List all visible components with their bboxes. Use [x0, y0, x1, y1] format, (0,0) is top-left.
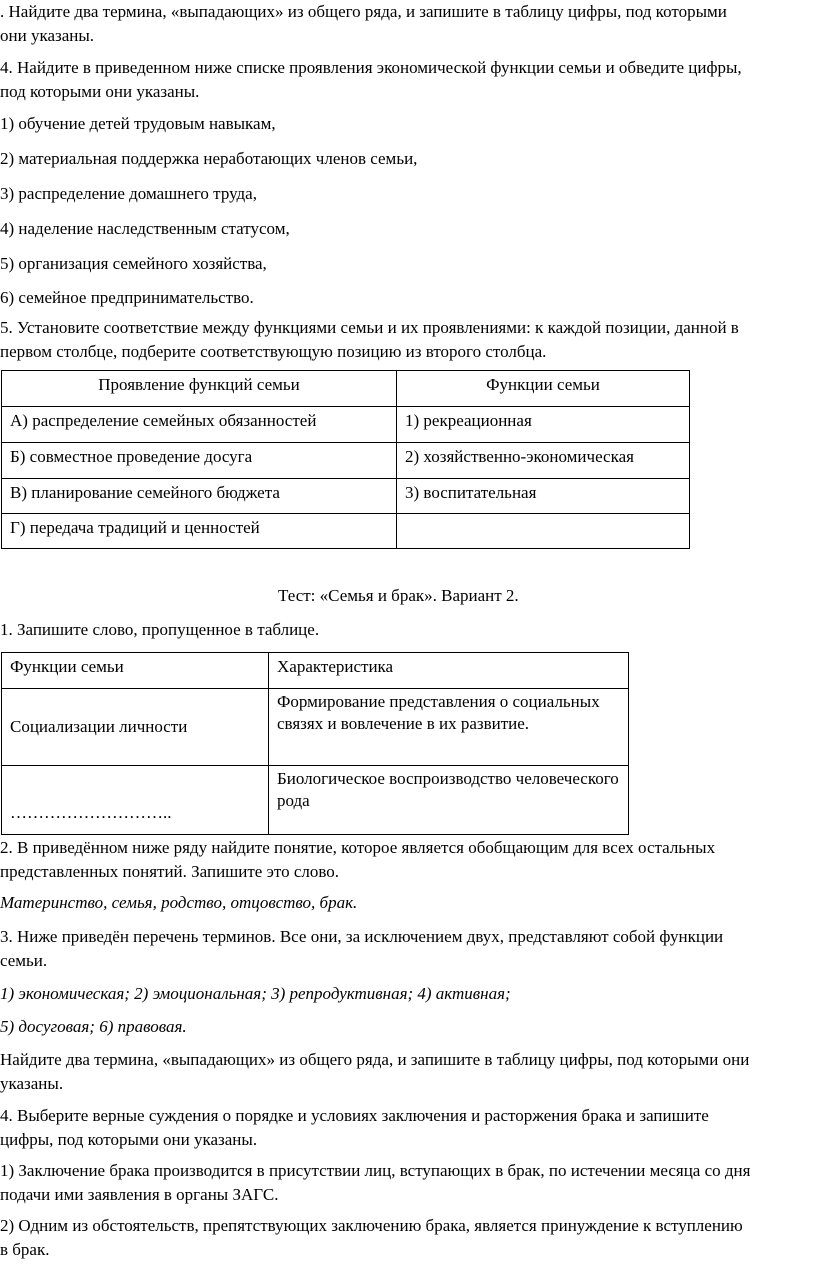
- line: 4. Найдите в приведенном ниже списке проявления экономической функции семьи и обведите цифры,: [0, 58, 742, 77]
- variant2-question-3: [0, 925, 723, 973]
- line: первом столбце, подберите соответствующую позицию из второго столбца.: [0, 342, 547, 361]
- line: 4. Выберите верные суждения о порядке и условиях заключения и расторжения брака и запишите: [0, 1106, 709, 1125]
- line: . Найдите два термина, «выпадающих» из общего ряда, и запишите в таблицу цифры, под которыми: [0, 2, 727, 21]
- terms-list: Материнство, семья, родство, отцовство, брак.: [0, 893, 358, 912]
- test-title: Тест: «Семья и брак». Вариант 2.: [278, 586, 519, 605]
- table-cell: 2) хозяйственно-экономическая: [397, 443, 690, 479]
- variant2-question-1: 1. Запишите слово, пропущенное в таблице.: [0, 620, 320, 639]
- line: цифры, под которыми они указаны.: [0, 1130, 258, 1149]
- variant2-question-4: [0, 1104, 709, 1152]
- functions-table: [1, 652, 629, 835]
- terms-list: 1) экономическая; 2) эмоциональная; 3) репродуктивная; 4) активная;: [0, 984, 511, 1003]
- line: в брак.: [0, 1240, 50, 1259]
- list-item: 2) материальная поддержка неработающих членов семьи,: [0, 149, 418, 168]
- line: 2) Одним из обстоятельств, препятствующих заключению брака, является принуждение к вступлению: [0, 1216, 743, 1235]
- answer-blank: ………………………..: [2, 766, 269, 835]
- line: под которыми они указаны.: [0, 82, 200, 101]
- line: 3. Ниже приведён перечень терминов. Все они, за исключением двух, представляют собой функции: [0, 927, 724, 946]
- table-cell: Биологическое воспроизводство человеческого рода: [269, 766, 629, 835]
- list-item: [0, 1214, 743, 1262]
- table-cell: А) распределение семейных обязанностей: [2, 407, 397, 443]
- table-cell: Б) совместное проведение досуга: [2, 443, 397, 479]
- variant2-question-2: [0, 836, 715, 884]
- table-header: Функции семьи: [397, 371, 690, 407]
- list-item: 4) наделение наследственным статусом,: [0, 219, 290, 238]
- intro-paragraph: [0, 0, 727, 48]
- list-item: [0, 1159, 750, 1207]
- table-cell: Г) передача традиций и ценностей: [2, 514, 397, 549]
- list-item: 3) распределение домашнего труда,: [0, 184, 257, 203]
- matching-table: [1, 370, 690, 549]
- line: 1) Заключение брака производится в присутствии лиц, вступающих в брак, по истечении месяца со дня: [0, 1161, 751, 1180]
- line: семьи.: [0, 951, 48, 970]
- question-5: [0, 316, 739, 364]
- question-task: [0, 1048, 749, 1096]
- line: 2. В приведённом ниже ряду найдите понятие, которое является обобщающим для всех остальных: [0, 838, 716, 857]
- table-cell: 3) воспитательная: [397, 479, 690, 514]
- list-item: 5) организация семейного хозяйства,: [0, 254, 267, 273]
- list-item: 6) семейное предпринимательство.: [0, 288, 254, 307]
- line: они указаны.: [0, 26, 95, 45]
- table-cell: [397, 514, 690, 549]
- terms-list: 5) досуговая; 6) правовая.: [0, 1017, 187, 1036]
- table-header: Функции семьи: [2, 653, 269, 689]
- table-cell: В) планирование семейного бюджета: [2, 479, 397, 514]
- line: подачи ими заявления в органы ЗАГС.: [0, 1185, 279, 1204]
- list-item: 1) обучение детей трудовым навыкам,: [0, 114, 276, 133]
- table-cell: Социализации личности: [2, 689, 269, 766]
- table-header: Характеристика: [269, 653, 629, 689]
- line: 5. Установите соответствие между функциями семьи и их проявлениями: к каждой позиции, данной в: [0, 318, 739, 337]
- table-header: Проявление функций семьи: [2, 371, 397, 407]
- table-cell: Формирование представления о социальных связях и вовлечение в их развитие.: [269, 689, 629, 766]
- line: Найдите два термина, «выпадающих» из общего ряда, и запишите в таблицу цифры, под которыми они: [0, 1050, 750, 1069]
- table-cell: 1) рекреационная: [397, 407, 690, 443]
- question-4a: [0, 56, 742, 104]
- line: представленных понятий. Запишите это слово.: [0, 862, 340, 881]
- line: указаны.: [0, 1074, 64, 1093]
